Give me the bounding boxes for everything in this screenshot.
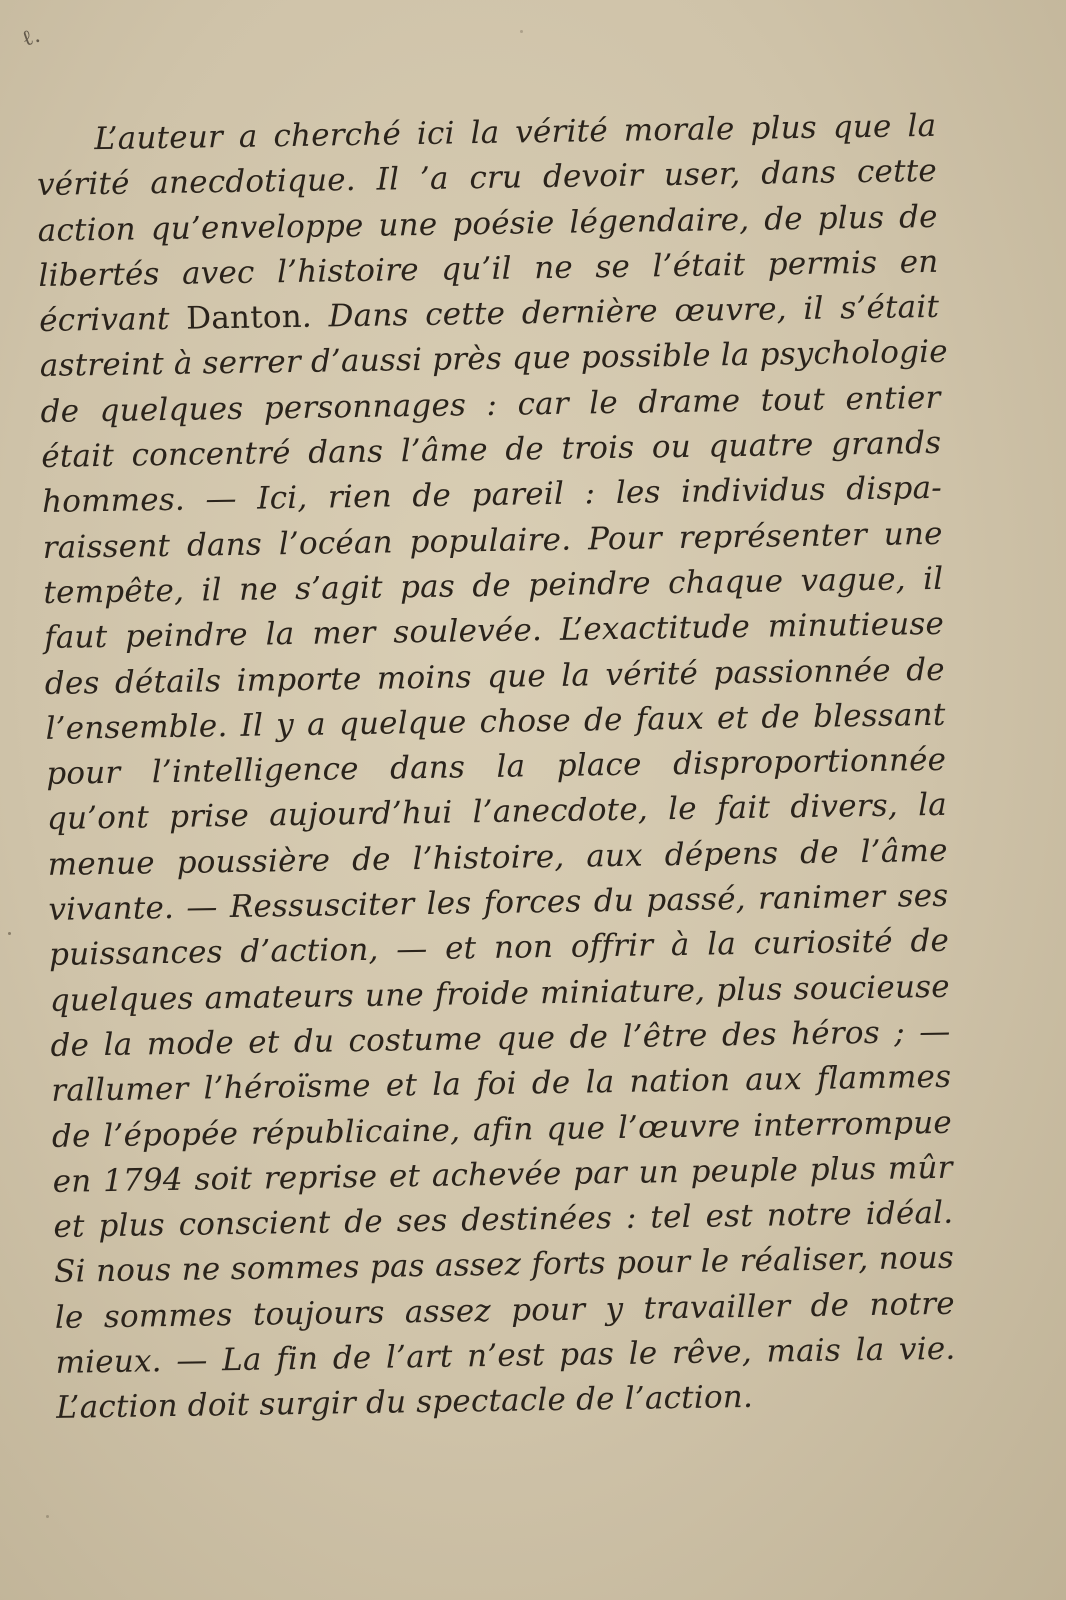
text-line-5: écrivant Danton. Dans cette dernière œuvre, il s’était — [38, 289, 940, 340]
text-line-20: quelques amateurs une froide miniature, plus soucieuse — [49, 968, 951, 1019]
paper-speck — [8, 932, 11, 935]
text-line-19: puissances d’action, — et non offrir à la curiosité de — [48, 923, 950, 974]
text-line-14: l’ensemble. Il y a quelque chose de faux et de blessant — [45, 696, 946, 747]
text-line-16: qu’ont prise aujourd’hui l’anecdote, le fait divers, la — [46, 787, 948, 838]
preface-paragraph — [36, 104, 957, 1432]
work-title-danton: Danton — [186, 299, 303, 337]
text-line-2: vérité anecdotique. Il ’a cru devoir user, dans cette — [36, 153, 938, 204]
text-line-8: était concentré dans l’âme de trois ou quatre grands — [41, 424, 942, 476]
text-line-24: en 1794 soit reprise et achevée par un peuple plus mûr — [52, 1149, 953, 1200]
text-line-15: pour l’intelligence dans la place disproportionnée — [46, 741, 947, 793]
text-line-12: faut peindre la mer soulevée. L’exactitude minutieuse — [43, 606, 945, 657]
text-line-23: de l’épopée républicaine, afin que l’œuvre interrompue — [51, 1104, 953, 1155]
text-line-6: astreint à serrer d’aussi près que possible la psychologie — [39, 334, 949, 385]
text-line-13: des détails importe moins que la vérité passionnée de — [44, 651, 946, 702]
text-line-7: de quelques personnages : car le drame tout entier — [40, 379, 941, 430]
text-line-4: libertés avec l’histoire qu’il ne se l’était permis en — [38, 243, 939, 294]
paper-speck — [520, 30, 523, 33]
text-line-1: L’auteur a cherché ici la vérité morale plus que la — [94, 107, 937, 158]
corner-pencil-mark: ℓ. — [18, 22, 44, 53]
text-line-27: le sommes toujours assez pour y travailler de notre — [54, 1285, 956, 1336]
text-line-3: action qu’enveloppe une poésie légendaire, de plus de — [37, 198, 938, 249]
text-line-29: L’action doit surgir du spectacle de l’action. — [55, 1379, 754, 1427]
paper-speck — [46, 1515, 49, 1518]
text-line-22: rallumer l’héroïsme et la foi de la nation aux flammes — [51, 1058, 952, 1110]
text-line-26: Si nous ne sommes pas assez forts pour le réaliser, nous — [53, 1240, 955, 1291]
text-line-21: de la mode et du costume que de l’être des héros ; — — [50, 1013, 951, 1064]
text-line-9: hommes. — Ici, rien de pareil : les individus dispa- — [41, 470, 943, 521]
text-line-17: menue poussière de l’histoire, aux dépens de l’âme — [47, 832, 948, 883]
text-line-10: raissent dans l’océan populaire. Pour représenter une — [42, 515, 943, 566]
text-line-18: vivante. — Ressusciter les forces du passé, ranimer ses — [48, 877, 949, 928]
text-line-25: et plus conscient de ses destinées : tel est notre idéal. — [53, 1194, 954, 1245]
text-line-11: tempête, il ne s’agit pas de peindre chaque vague, il — [43, 560, 944, 611]
text-line-28: mieux. — La fin de l’art n’est pas le rêve, mais la vie. — [55, 1330, 956, 1381]
